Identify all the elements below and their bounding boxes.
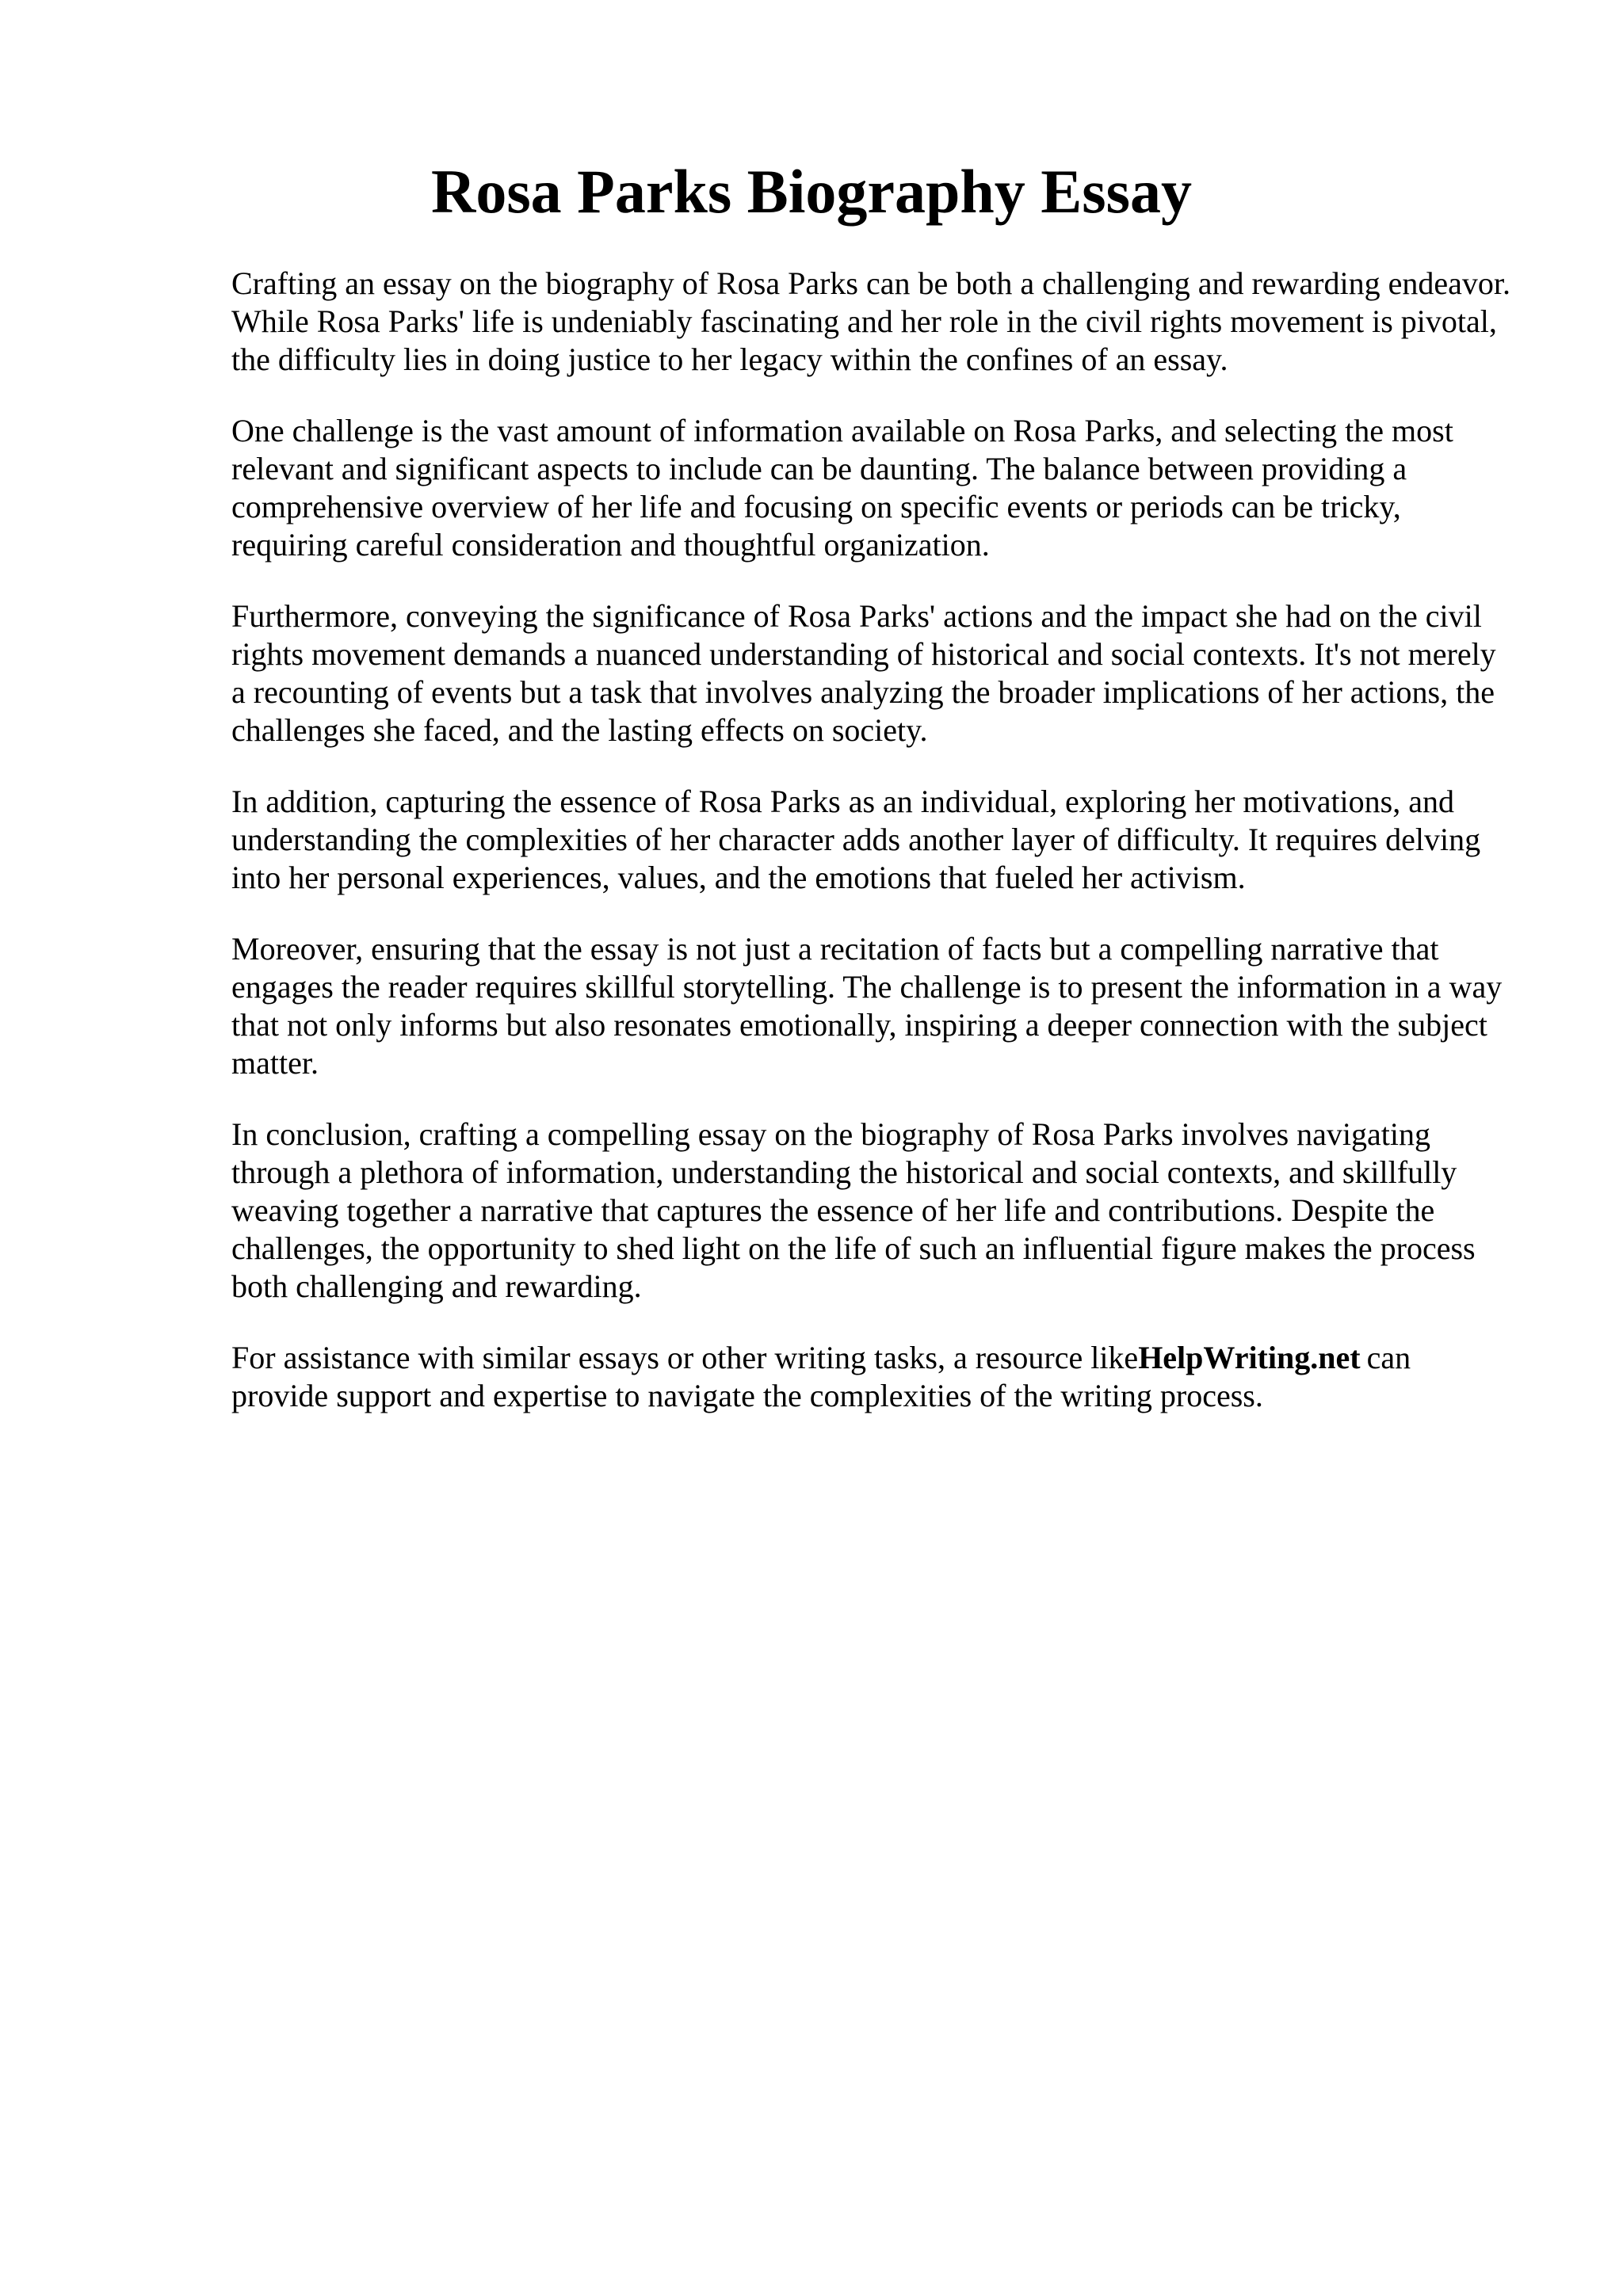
closing-paragraph (231, 1339, 1515, 1415)
paragraph-1: Crafting an essay on the biography of Rosa Parks can be both a challenging and rewarding endeavor. While Rosa Parks' life is undeniably fascinating and her role in the civil rights movement is pivotal, the difficulty lies in doing justice to her legacy within the confines of an essay. (231, 265, 1510, 377)
helpwriting-link[interactable]: HelpWriting.net (1138, 1340, 1361, 1375)
paragraph-2: One challenge is the vast amount of information available on Rosa Parks, and selecting the most relevant and significant aspects to include can be daunting. The balance between providing a comprehensive overview of her life and focusing on specific events or periods can be tricky, requiring careful consideration and thoughtful organization. (231, 413, 1453, 563)
paragraph-6: In conclusion, crafting a compelling essay on the biography of Rosa Parks involves navigating through a plethora of information, understanding the historical and social contexts, and skillfully weaving together a narrative that captures the essence of her life and contributions. Despite the challenges, the opportunity to shed light on the life of such an influential figure makes the process both challenging and rewarding. (231, 1116, 1476, 1304)
paragraph-4: In addition, capturing the essence of Rosa Parks as an individual, exploring her motivations, and understanding the complexities of her character adds another layer of difficulty. It requires delving into her personal experiences, values, and the emotions that fueled her activism. (231, 784, 1481, 895)
essay-body (231, 265, 1515, 1448)
closing-text-after-link: can provide support and expertise to navigate the complexities of the writing process. (231, 1340, 1411, 1413)
paragraph-5: Moreover, ensuring that the essay is not just a recitation of facts but a compelling narrative that engages the reader requires skillful storytelling. The challenge is to present the information in a way that not only informs but also resonates emotionally, inspiring a deeper connection with the subject matter. (231, 931, 1503, 1081)
closing-text-before-link: For assistance with similar essays or other writing tasks, a resource like (231, 1340, 1139, 1375)
paragraph-3: Furthermore, conveying the significance of Rosa Parks' actions and the impact she had on the civil rights movement demands a nuanced understanding of historical and social contexts. It's not merely a recounting of events but a task that involves analyzing the broader implications of her actions, the challenges she faced, and the lasting effects on society. (231, 598, 1496, 748)
page-title: Rosa Parks Biography Essay (431, 157, 1192, 226)
